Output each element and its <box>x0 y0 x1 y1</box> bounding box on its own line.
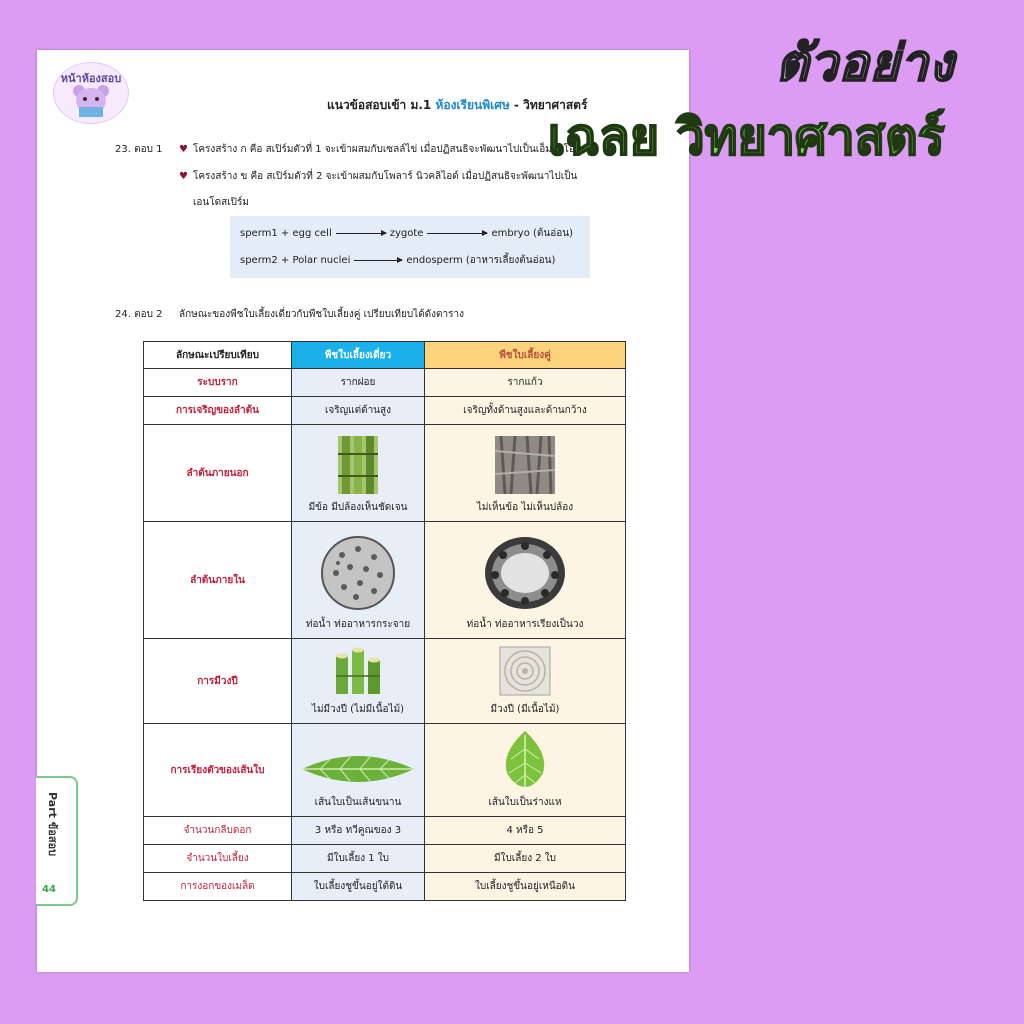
parallel-vein-leaf-image <box>300 749 416 789</box>
dicot-cell: 4 หรือ 5 <box>425 817 626 845</box>
monocot-cell <box>292 724 425 817</box>
monocot-stem-cross-section-image <box>320 535 396 611</box>
q24-line <box>115 307 464 322</box>
monocot-cell: 3 หรือ ทวีคูณของ 3 <box>292 817 425 845</box>
monocot-cell: ใบเลี้ยงชูขึ้นอยู่ใต้ดิน <box>292 873 425 901</box>
table-row <box>144 522 626 639</box>
bamboo-stem-image <box>338 436 378 494</box>
dicot-cell <box>425 724 626 817</box>
table-row <box>144 817 626 845</box>
row-label: จำนวนใบเลี้ยง <box>144 845 292 873</box>
tree-bark-image <box>495 436 555 494</box>
monocot-cell: มีใบเลี้ยง 1 ใบ <box>292 845 425 873</box>
flow1-b: zygote <box>389 228 424 239</box>
flow1-a: sperm1 + egg cell <box>240 228 332 239</box>
tree-rings-image <box>499 646 551 696</box>
q23-text2: โครงสร้าง ข คือ สเปิร์มตัวที่ 2 จะเข้าผสมกับโพลาร์ นิวคลิไอด์ เมื่อปฏิสนธิจะพัฒนาไปเป็น <box>193 171 578 182</box>
table-header-row <box>144 342 626 369</box>
table-row <box>144 845 626 873</box>
table-row <box>144 724 626 817</box>
monocot-text: มีข้อ มีปล้องเห็นชัดเจน <box>308 502 408 513</box>
dicot-cell: ใบเลี้ยงชูขึ้นอยู่เหนือดิน <box>425 873 626 901</box>
monocot-cell <box>292 522 425 639</box>
table-row <box>144 639 626 724</box>
table-row <box>144 873 626 901</box>
monocot-cell <box>292 425 425 522</box>
q23-line2 <box>179 169 577 184</box>
table-row <box>144 397 626 425</box>
net-vein-leaf-image <box>497 729 553 789</box>
monocot-cell <box>292 639 425 724</box>
row-label: จำนวนกลีบดอก <box>144 817 292 845</box>
dicot-text: ไม่เห็นข้อ ไม่เห็นปล้อง <box>476 502 574 513</box>
q24-label: 24. ตอบ 2 <box>115 309 163 320</box>
header-prefix: แนวข้อสอบเข้า ม.1 <box>327 98 436 112</box>
dicot-cell: เจริญทั้งด้านสูงและด้านกว้าง <box>425 397 626 425</box>
dicot-cell <box>425 522 626 639</box>
fertilization-flow-box <box>230 216 590 278</box>
flow2-a: sperm2 + Polar nuclei <box>240 255 351 266</box>
row-label: ลำต้นภายนอก <box>144 425 292 522</box>
heart-bullet-icon: ♥ <box>179 144 188 155</box>
q23-line3: เอนโดสเปิร์ม <box>193 197 249 208</box>
page-number: 44 <box>42 884 56 895</box>
flow2-b: endosperm (อาหารเลี้ยงต้นอ่อน) <box>406 255 556 266</box>
comparison-table <box>143 341 626 901</box>
heart-bullet-icon: ♥ <box>179 171 188 182</box>
header-highlight: ห้องเรียนพิเศษ <box>435 98 510 112</box>
row-label: ลำต้นภายใน <box>144 522 292 639</box>
arrow-right-icon <box>354 260 402 261</box>
flow1-c: embryo (ต้นอ่อน) <box>491 228 573 239</box>
dicot-cell: รากแก้ว <box>425 369 626 397</box>
dicot-stem-cross-section-image <box>483 535 567 611</box>
arrow-right-icon <box>336 233 386 234</box>
q23-label: 23. ตอบ 1 <box>115 144 163 155</box>
bear-mascot-icon <box>71 83 111 119</box>
arrow-right-icon <box>427 233 487 234</box>
monocot-text: เส้นใบเป็นเส้นขนาน <box>314 797 402 808</box>
dicot-cell <box>425 639 626 724</box>
header-suffix: - วิทยาศาสตร์ <box>509 98 588 112</box>
logo-text: หน้าห้องสอบ <box>60 72 122 85</box>
row-label: การเจริญของลำต้น <box>144 397 292 425</box>
dicot-text: ท่อน้ำ ท่ออาหารเรียงเป็นวง <box>466 619 584 630</box>
table-row <box>144 369 626 397</box>
row-label: การเรียงตัวของเส้นใบ <box>144 724 292 817</box>
flow-line-2 <box>240 253 555 268</box>
bamboo-pieces-image <box>334 646 382 696</box>
dicot-text: เส้นใบเป็นร่างแห <box>488 797 562 808</box>
monocot-cell: รากฝอย <box>292 369 425 397</box>
brand-logo <box>53 62 129 124</box>
dicot-cell: มีใบเลี้ยง 2 ใบ <box>425 845 626 873</box>
dicot-cell <box>425 425 626 522</box>
flow-line-1 <box>240 226 573 241</box>
dicot-text: มีวงปี (มีเนื้อไม้) <box>490 704 560 715</box>
document-page <box>37 50 689 972</box>
part-side-tab <box>36 776 78 906</box>
part-tab-label: Part ข้อสอบ <box>46 792 59 857</box>
q24-text: ลักษณะของพืชใบเลี้ยงเดี่ยวกับพืชใบเลี้ยงคู่ เปรียบเทียบได้ดังตาราง <box>179 309 465 320</box>
table-header: ลักษณะเปรียบเทียบ <box>144 342 292 369</box>
overlay-title-sample: ตัวอย่าง <box>776 34 955 92</box>
overlay-title-answer: เฉลย วิทยาศาสตร์ <box>548 108 945 166</box>
q23-line1 <box>115 142 575 157</box>
table-header: พืชใบเลี้ยงเดี่ยว <box>292 342 425 369</box>
monocot-cell: เจริญแต่ด้านสูง <box>292 397 425 425</box>
q23-text1: โครงสร้าง ก คือ สเปิร์มตัวที่ 1 จะเข้าผสมกับเซลล์ไข่ เมื่อปฏิสนธิจะพัฒนาไปเป็นเอ็มบริโอ <box>193 144 575 155</box>
row-label: การงอกของเมล็ด <box>144 873 292 901</box>
table-header: พืชใบเลี้ยงคู่ <box>425 342 626 369</box>
monocot-text: ท่อน้ำ ท่ออาหารกระจาย <box>305 619 411 630</box>
table-row <box>144 425 626 522</box>
row-label: ระบบราก <box>144 369 292 397</box>
monocot-text: ไม่มีวงปี (ไม่มีเนื้อไม้) <box>311 704 405 715</box>
row-label: การมีวงปี <box>144 639 292 724</box>
